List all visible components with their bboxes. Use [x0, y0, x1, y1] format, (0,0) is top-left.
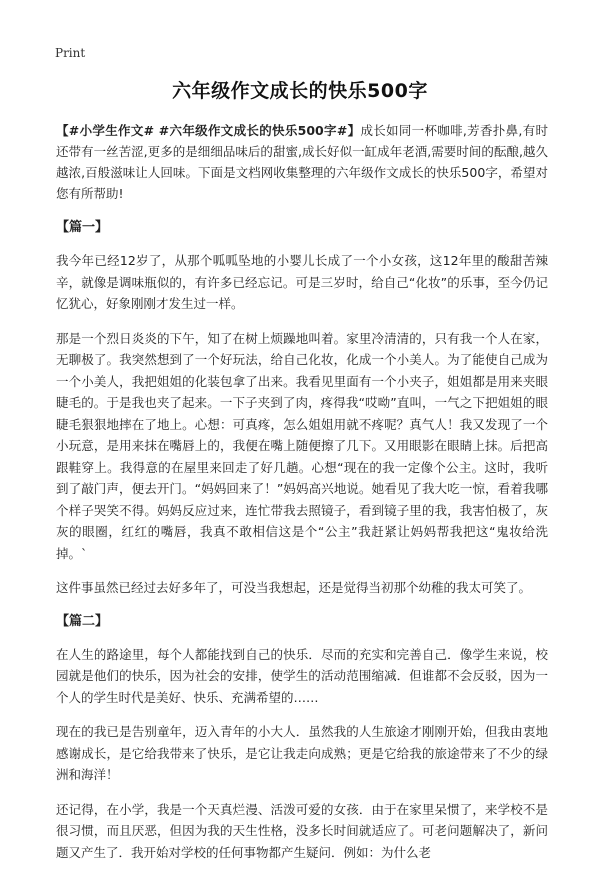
intro-text: 成长如同一杯咖啡,芳香扑鼻,有时还带有一丝苦涩,更多的是细细品味后的甜蜜,成长好似一缸成年老酒,需要时间的酝酿,越久越浓,百般滋味让人回味。下面是文档网收集整理的六年级作文成长的快乐500字，希望对您有所帮助!	[56, 123, 549, 201]
print-link[interactable]: Print	[55, 46, 86, 60]
paragraph: 现在的我已是告别童年，迈入青年的小大人．虽然我的人生旅途才刚刚开始，但我由衷地感谢成长，是它给我带来了快乐，是它让我走向成熟；更是它给我的旅途带来了不少的绿洲和海洋！	[56, 724, 548, 782]
paragraph: 这件事虽然已经过去好多年了，可没当我想起，还是觉得当初那个幼稚的我太可笑了。	[56, 580, 532, 595]
intro-tag: 【#小学生作文# #六年级作文成长的快乐500字#】	[56, 123, 361, 138]
page-title: 六年级作文成长的快乐500字	[172, 80, 428, 102]
intro-paragraph	[56, 120, 548, 204]
section-1	[56, 218, 548, 599]
paragraph: 还记得，在小学，我是一个天真烂漫、活泼可爱的女孩．由于在家里呆惯了，来学校不是很习惯，而且厌恶，但因为我的天生性格，没多长时间就适应了。可老问题解决了，新问题又产生了．我开始对学校的任何事物都产生疑问．例如：为什么老	[56, 801, 548, 860]
section-heading: 【篇二】	[56, 613, 109, 629]
article-body	[56, 120, 548, 876]
section-heading: 【篇一】	[56, 220, 109, 235]
paragraph: 我今年已经12岁了，从那个呱呱坠地的小婴儿长成了一个小女孩，这12年里的酸甜苦辣辛，就像是调味瓶似的，有许多已经忘记。可是三岁时，给自己“化妆”的乐事，至今仍记忆犹心，好象刚刚才发生过一样。	[56, 253, 548, 311]
paragraph: 在人生的路途里，每个人都能找到自己的快乐．尽而的充实和完善自己．像学生来说，校园就是他们的快乐，因为社会的安排，使学生的活动范围缩减．但谁都不会反驳，因为一个人的学生时代是美好、快乐、充满希望的……	[56, 646, 548, 705]
section-2	[56, 612, 548, 864]
paragraph: 那是一个烈日炎炎的下午，知了在树上烦躁地叫着。家里冷清清的，只有我一个人在家，无聊极了。我突然想到了一个好玩法，给自己化妆，化成一个小美人。为了能使自己成为一个小美人，我把姐姐的化装包拿了出来。我看见里面有一个小夹子，姐姐都是用来夹眼睫毛的。于是我也夹了起来。一下子夹到了肉，疼得我“哎呦”直叫，一气之下把姐姐的眼睫毛狠狠地摔在了地上。心想：可真疼，怎么姐姐用就不疼呢？真气人！我又发现了一个小玩意，是用来抹在嘴唇上的，我便在嘴上随便擦了几下。又用眼影在眼睛上抹。后把高跟鞋穿上。我得意的在屋里来回走了好几趟。心想“现在的我一定像个公主。这时，我听到了敲门声，便去开门。“妈妈回来了！”妈妈高兴地说。她看见了我大吃一惊，看着我哪个样子哭笑不得。妈妈反应过来，连忙带我去照镜子，看到镜子里的我，我害怕极了，灰灰的眼圈，红红的嘴唇，我真不敢相信这是个“公主”我赶紧让妈妈帮我把这“鬼妆给洗掉。`	[56, 330, 548, 561]
